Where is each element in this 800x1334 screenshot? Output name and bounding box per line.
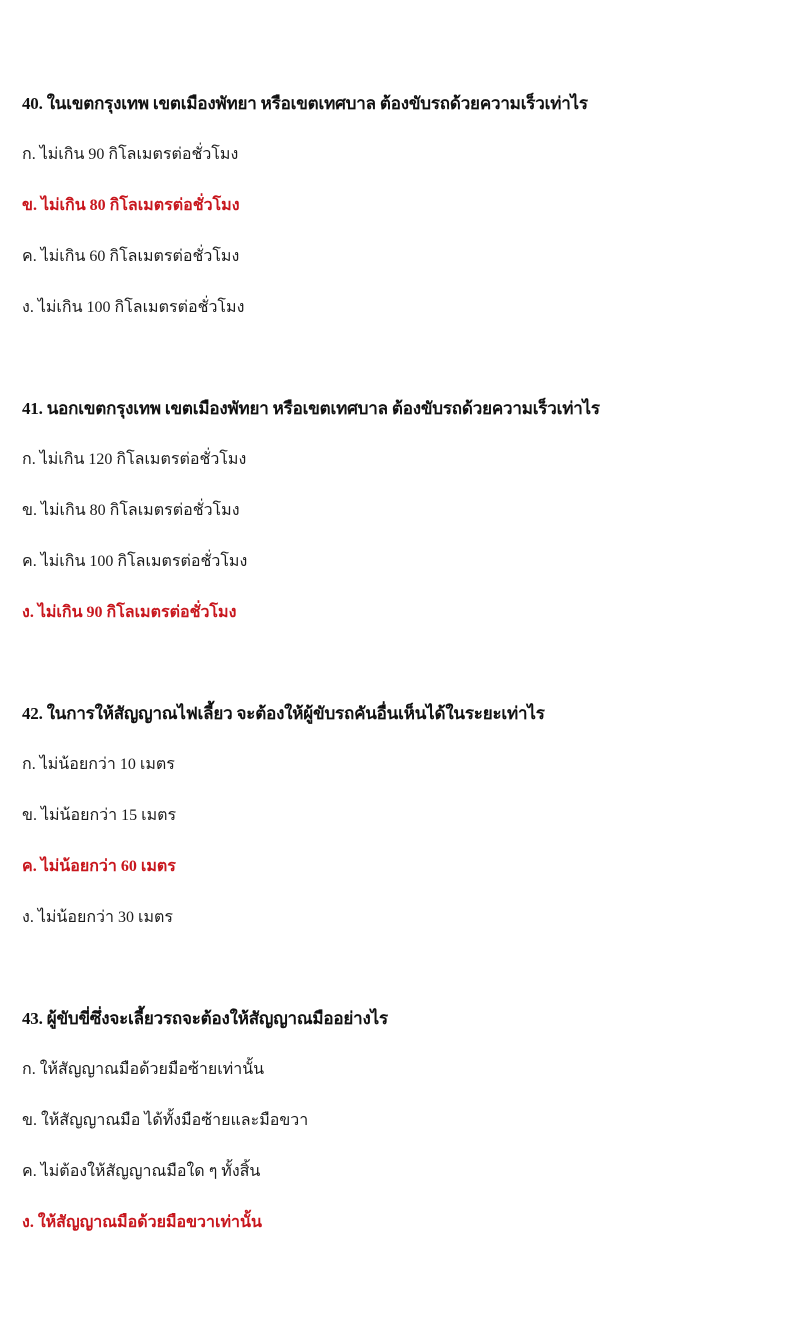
option-ko: ก. ไม่เกิน 120 กิโลเมตรต่อชั่วโมง bbox=[22, 451, 247, 468]
question-42 bbox=[22, 703, 782, 929]
option-kho-correct: ข. ไม่เกิน 80 กิโลเมตรต่อชั่วโมง bbox=[22, 197, 240, 214]
option-ko: ก. ไม่น้อยกว่า 10 เมตร bbox=[22, 756, 175, 773]
option-kho-khwai: ค. ไม่ต้องให้สัญญาณมือใด ๆ ทั้งสิ้น bbox=[22, 1163, 261, 1180]
question-text: 40. ในเขตกรุงเทพ เขตเมืองพัทยา หรือเขตเทศบาล ต้องขับรถด้วยความเร็วเท่าไร bbox=[22, 94, 588, 113]
option-ngo-correct: ง. ไม่เกิน 90 กิโลเมตรต่อชั่วโมง bbox=[22, 604, 237, 621]
option-kho: ข. ให้สัญญาณมือ ได้ทั้งมือซ้ายและมือขวา bbox=[22, 1112, 309, 1129]
option-ko: ก. ให้สัญญาณมือด้วยมือซ้ายเท่านั้น bbox=[22, 1061, 265, 1078]
option-ngo: ง. ไม่น้อยกว่า 30 เมตร bbox=[22, 909, 173, 926]
option-kho-khwai: ค. ไม่เกิน 100 กิโลเมตรต่อชั่วโมง bbox=[22, 553, 248, 570]
question-text: 41. นอกเขตกรุงเทพ เขตเมืองพัทยา หรือเขตเทศบาล ต้องขับรถด้วยความเร็วเท่าไร bbox=[22, 399, 600, 418]
option-kho-khwai: ค. ไม่เกิน 60 กิโลเมตรต่อชั่วโมง bbox=[22, 248, 240, 265]
question-43 bbox=[22, 1008, 782, 1234]
question-41 bbox=[22, 398, 782, 624]
option-ngo-correct: ง. ให้สัญญาณมือด้วยมือขวาเท่านั้น bbox=[22, 1214, 262, 1231]
question-text: 43. ผู้ขับขี่ซึ่งจะเลี้ยวรถจะต้องให้สัญญาณมืออย่างไร bbox=[22, 1009, 388, 1028]
option-ngo: ง. ไม่เกิน 100 กิโลเมตรต่อชั่วโมง bbox=[22, 299, 245, 316]
option-kho: ข. ไม่เกิน 80 กิโลเมตรต่อชั่วโมง bbox=[22, 502, 240, 519]
question-text: 42. ในการให้สัญญาณไฟเลี้ยว จะต้องให้ผู้ขับรถคันอื่นเห็นได้ในระยะเท่าไร bbox=[22, 704, 545, 723]
option-kho: ข. ไม่น้อยกว่า 15 เมตร bbox=[22, 807, 177, 824]
option-kho-khwai-correct: ค. ไม่น้อยกว่า 60 เมตร bbox=[22, 858, 176, 875]
option-ko: ก. ไม่เกิน 90 กิโลเมตรต่อชั่วโมง bbox=[22, 146, 239, 163]
question-40 bbox=[22, 93, 782, 319]
